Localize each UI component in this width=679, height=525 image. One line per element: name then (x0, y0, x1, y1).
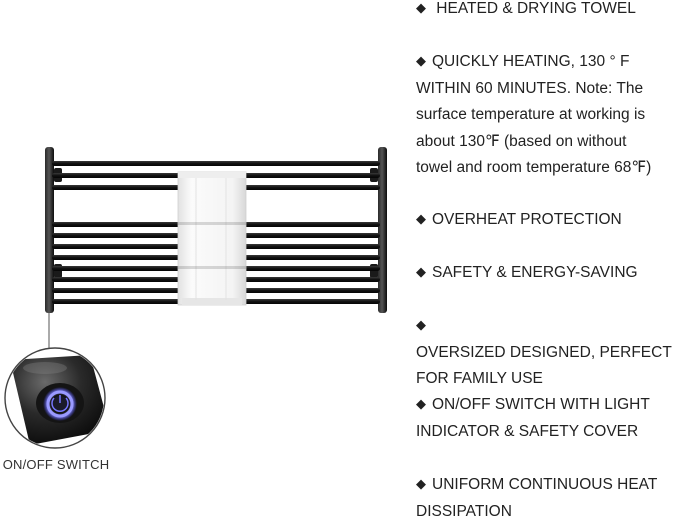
feature-text: UNIFORM CONTINUOUS HEAT (432, 476, 657, 493)
feature-text: ON/OFF SWITCH WITH LIGHT (432, 396, 650, 413)
feature-text: HEATED & DRYING TOWEL (432, 0, 636, 17)
switch-caption: ON/OFF SWITCH (0, 457, 112, 472)
feature-text: FOR FAMILY USE (416, 366, 678, 393)
diamond-bullet-icon: ◆ (416, 206, 432, 233)
feature-item-oversized (416, 312, 678, 393)
feature-text: QUICKLY HEATING, 130 ° F (432, 53, 629, 70)
diamond-bullet-icon: ◆ (416, 259, 432, 286)
feature-text: OVERHEAT PROTECTION (432, 211, 622, 228)
feature-item-onoff-switch (416, 391, 650, 445)
diamond-bullet-icon: ◆ (416, 48, 432, 75)
right-post (378, 147, 387, 313)
feature-text: about 130℉ (based on without (416, 129, 651, 156)
feature-text: INDICATOR & SAFETY COVER (416, 419, 650, 446)
feature-text: WITHIN 60 MINUTES. Note: The (416, 76, 651, 103)
feature-item-quick-heating (416, 48, 651, 182)
feature-item-safety-energy (416, 259, 638, 287)
feature-item-heated-drying (416, 0, 636, 23)
towel (178, 172, 246, 305)
feature-item-overheat-protection (416, 206, 622, 234)
feature-text: towel and room temperature 68℉) (416, 155, 651, 182)
feature-text: surface temperature at working is (416, 102, 651, 129)
feature-text: DISSIPATION (416, 499, 657, 525)
feature-text: SAFETY & ENERGY-SAVING (432, 264, 638, 281)
feature-item-uniform-heat (416, 471, 657, 525)
diamond-bullet-icon: ◆ (416, 312, 432, 339)
diamond-bullet-icon: ◆ (416, 471, 432, 498)
feature-text: OVERSIZED DESIGNED, PERFECT (416, 344, 672, 361)
left-post (45, 147, 54, 313)
switch-closeup (5, 348, 110, 448)
diamond-bullet-icon: ◆ (416, 391, 432, 418)
diamond-bullet-icon: ◆ (416, 0, 432, 22)
